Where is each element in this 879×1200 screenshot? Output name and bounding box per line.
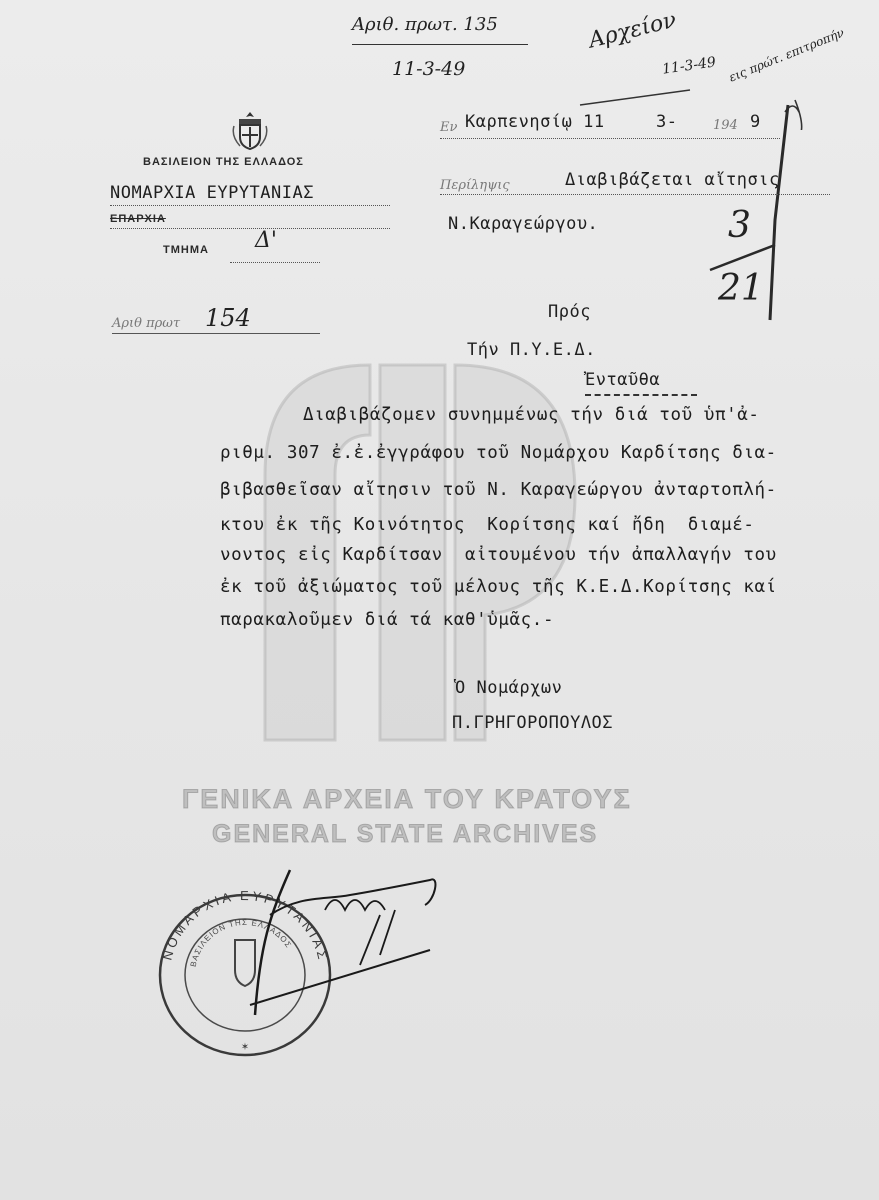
protocol-underline (352, 44, 528, 45)
coat-of-arms-icon (228, 108, 272, 152)
signature-name: Π.ΓΡΗΓΟΡΟΠΟΥΛΟΣ (452, 713, 614, 733)
perilipsis-line-2: Ν.Καραγεώργου. (448, 214, 599, 234)
handwritten-protocol-note: Αριθ. πρωτ. 135 (352, 14, 498, 35)
eparchy-dotted-line (110, 228, 390, 229)
margin-fraction-bottom: 21 (718, 268, 764, 309)
handwritten-archive-date: 11-3-49 (661, 54, 717, 78)
year-suffix: 9 (750, 112, 761, 132)
addressee-location: Ἐνταῦθα (585, 370, 661, 390)
tmima-label: ΤΜΗΜΑ (163, 244, 209, 256)
body-line-2: ριθμ. 307 ἐ.ἐ.ἐγγράφου τοῦ Νομάρχου Καρδίτσης δια- (220, 443, 777, 463)
arith-underline (112, 333, 320, 334)
letterhead-eparchy: ΕΠΑΡΧΙΑ (110, 213, 166, 225)
body-line-1: Διαβιβάζομεν συνημμένως τήν διά τοῦ ὑπ'ἀ- (303, 405, 760, 425)
perilipsis-dotted-line (440, 194, 830, 195)
margin-fraction-top: 3 (728, 205, 751, 246)
body-line-4: κτου ἐκ τῆς Κοινότητος Κορίτσης καί ἤδη διαμέ- (220, 515, 755, 535)
arith-value: 154 (205, 304, 251, 332)
tmima-dotted-line (230, 262, 320, 263)
signature-title: Ὁ Νομάρχων (455, 678, 563, 698)
handwritten-archive-note: Αρχείον (586, 7, 679, 54)
perilipsis-label: Περίληψις (440, 178, 510, 193)
watermark-line-1: ΓΕΝΙΚΑ ΑΡΧΕΙΑ ΤΟΥ ΚΡΑΤΟΥΣ (182, 784, 632, 814)
letterhead-prefecture: ΝΟΜΑΡΧΙΑ ΕΥΡΥΤΑΝΙΑΣ (110, 183, 314, 203)
letterhead-kingdom: ΒΑΣΙΛΕΙΟΝ ΤΗΣ ΕΛΛΑΔΟΣ (143, 156, 304, 168)
prefecture-dotted-line (110, 205, 390, 206)
location-underline (585, 394, 697, 396)
body-line-6: ἐκ τοῦ ἀξιώματος τοῦ μέλους τῆς Κ.Ε.Δ.Κορίτσης καί (220, 577, 777, 597)
watermark-line-2: GENERAL STATE ARCHIVES (212, 820, 599, 848)
date-rest: 3- (656, 112, 678, 132)
body-line-7: παρακαλοῦμεν διά τά καθ'ὑμᾶς.- (220, 610, 555, 630)
year-prefix: 194 (713, 118, 738, 133)
tmima-value: Δ' (255, 228, 277, 253)
handwritten-signature (230, 855, 480, 1025)
body-line-5: νοντος εἰς Καρδίτσαν αἰτουμένου τήν ἀπαλλαγήν του (220, 545, 777, 565)
stamp-outer-text: ΝΟΜΑΡΧΙΑ ΕΥΡΥΤΑΝΙΑΣ (159, 890, 331, 964)
date-dotted-line (440, 138, 780, 139)
arith-label: Αριθ πρωτ (112, 316, 181, 331)
addressee-recipient: Τήν Π.Υ.Ε.Δ. (467, 340, 596, 360)
margin-pen-strokes (700, 100, 810, 330)
handwritten-protocol-date: 11-3-49 (392, 58, 466, 80)
addressee-pros: Πρός (548, 302, 591, 322)
svg-text:✶: ✶ (241, 1039, 249, 1053)
perilipsis-line-1: Διαβιβάζεται αἴτησις (565, 170, 780, 190)
place-date: Καρπενησίῳ 11 (465, 112, 605, 132)
body-line-3: βιβασθεῖσαν αἴτησιν τοῦ Ν. Καραγεώργου ἀνταρτοπλή- (220, 480, 777, 500)
stamp-inner-text: ΒΑΣΙΛΕΙΟΝ ΤΗΣ ΕΛΛΑΔΟΣ (188, 917, 294, 968)
handwritten-side-note: εις πρώτ. επιτροπήν (726, 25, 847, 85)
en-label: Εν (440, 120, 458, 135)
